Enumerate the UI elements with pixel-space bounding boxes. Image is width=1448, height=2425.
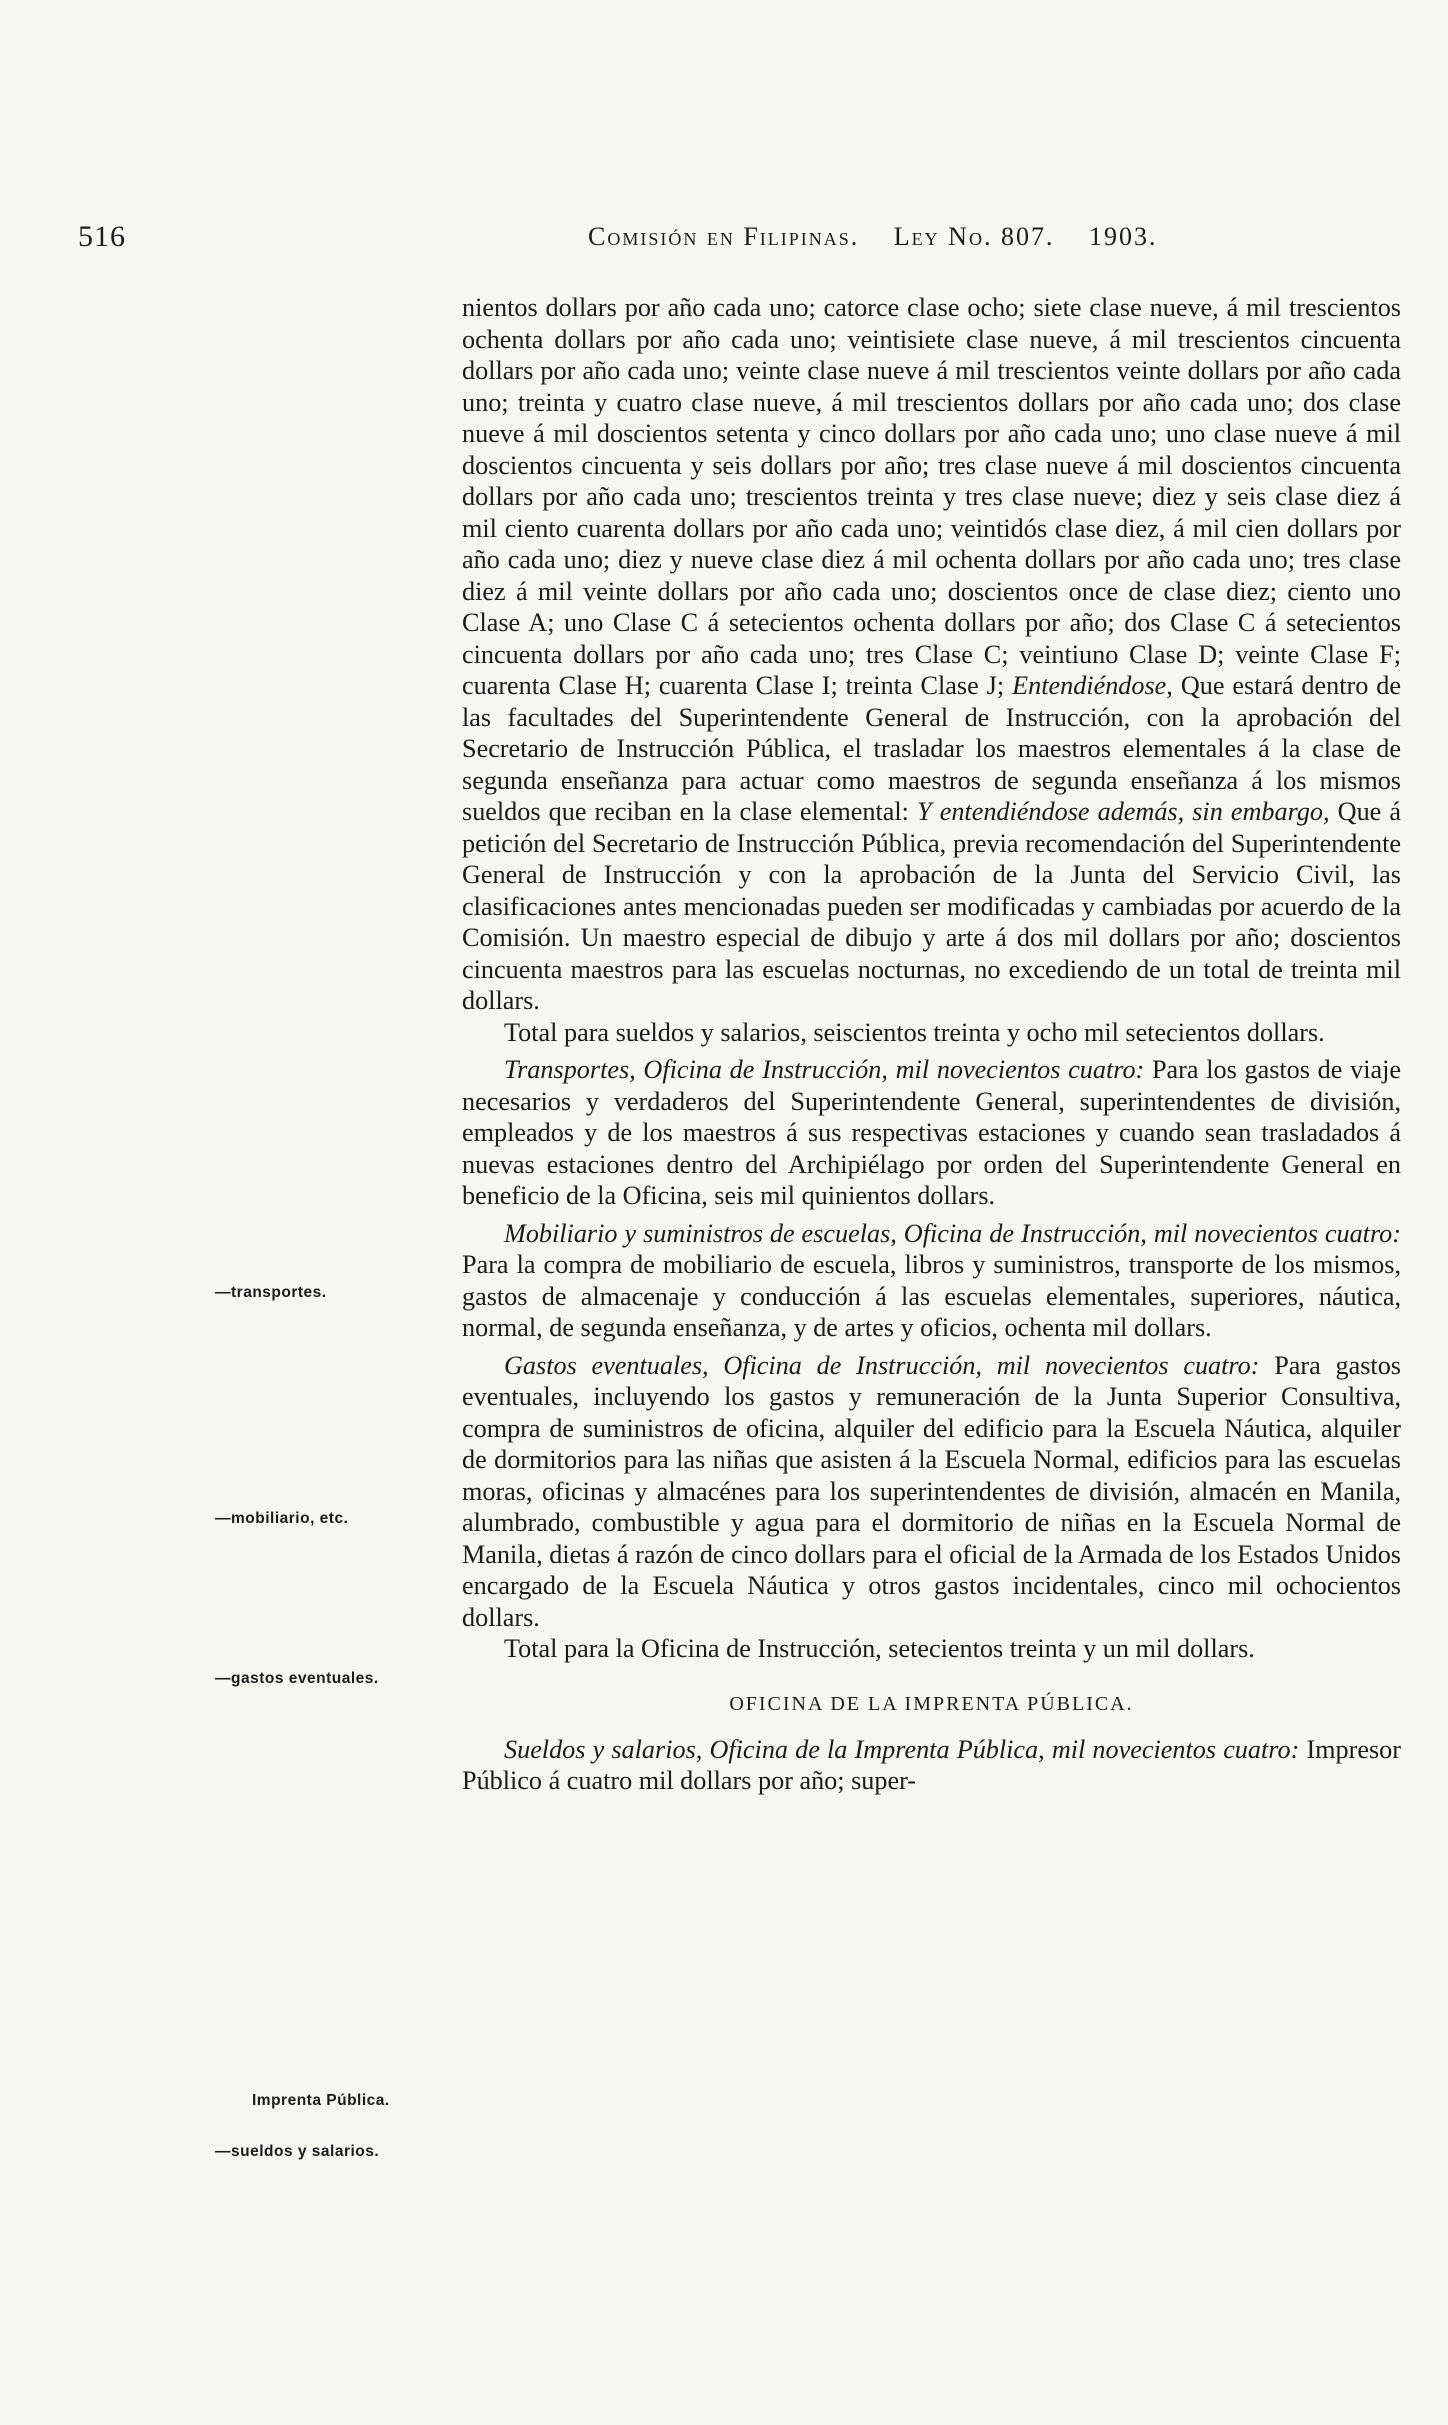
paragraph-mobiliario xyxy=(462,1218,1401,1344)
transportes-text: Para los gastos de viaje necesarios y verdaderos del Superintendente General, superintendentes de división, empleados y de los maestros á sus respectivas estaciones y cuando sean trasladados á nuevas estaciones dentro del Archipiélago por orden del Superintendente General en beneficio de la Oficina, seis mil quinientos dollars. xyxy=(462,1055,1402,1210)
paragraph-salaries-part-c: Que á petición del Secretario de Instrucción Pública, previa recomendación del Superintendente General de Instrucción y con la aprobación de la Junta del Servicio Civil, las clasificaciones antes mencionadas pueden ser modificadas y cambiadas por acuerdo de la Comisión. Un maestro especial de dibujo y arte á dos mil dollars por año; doscientos cincuenta maestros para las escuelas nocturnas, no excediendo de un total de treinta mil dollars. xyxy=(462,797,1401,1015)
mobiliario-heading: Mobiliario y suministros de escuelas, Oficina de Instrucción, mil novecientos cuatro: xyxy=(504,1218,1401,1248)
margin-note-sueldos: —sueldos y salarios. xyxy=(215,2143,380,2160)
paragraph-salaries-part-a: nientos dollars por año cada uno; catorce clase ocho; siete clase nueve, á mil trescientos ochenta dollars por año cada uno; veintisiete clase nueve, á mil trescientos cincuenta dollars por año cada uno; veinte clase nueve á mil trescientos veinte dollars por año cada uno; treinta y cuatro clase nueve, á mil trescientos dollars por año cada uno; dos clase nueve á mil doscientos setenta y cinco dollars por año cada uno; uno clase nueve á mil doscientos cincuenta y seis dollars por año; tres clase nueve á mil doscientos cincuenta dollars por año cada uno; trescientos treinta y tres clase nueve; diez y seis clase diez á mil ciento cuarenta dollars por año cada uno; veintidós clase diez, á mil cien dollars por año cada uno; diez y nueve clase diez á mil ochenta dollars por año cada uno; tres clase diez á mil veinte dollars por año cada uno; doscientos once de clase diez; ciento uno Clase A; uno Clase C á setecientos ochenta dollars por año; dos Clase C á setecientos cincuenta dollars por año cada uno; tres Clase C; veintiuno Clase D; veinte Clase F; cuarenta Clase H; cuarenta Clase I; treinta Clase J; xyxy=(462,293,1401,700)
gastos-text: Para gastos eventuales, incluyendo los gastos y remuneración de la Junta Superior Consultiva, compra de suministros de oficina, alquiler del edificio para la Escuela Náutica, alquiler de dormitorios para las niñas que asisten á la Escuela Normal, edificios para las escuelas moras, oficinas y almacénes para los superintendentes de división, almacén en Manila, alumbrado, combustible y agua para el dormitorio de niñas en la Escuela Normal de Manila, dietas á razón de cinco dollars para el oficial de la Armada de los Estados Unidos encargado de la Escuela Náutica y otros gastos incidentales, cinco mil ochocientos dollars. xyxy=(462,1350,1401,1632)
running-head xyxy=(588,222,1157,252)
paragraph-salaries xyxy=(462,292,1401,1017)
running-head-year: 1903. xyxy=(1088,222,1158,251)
paragraph-salaries-part-b: Que estará dentro de las facultades del Superintendente General de Instrucción, con la aprobación del Secretario de Instrucción Pública, el trasladar los maestros elementales á la clase de segunda enseñanza para actuar como maestros de segunda enseñanza á los mismos sueldos que reciban en la clase elemental: xyxy=(462,671,1402,826)
sueldos-text: Impresor Público á cuatro mil dollars por año; super- xyxy=(462,1734,1401,1795)
margin-note-transportes: —transportes. xyxy=(215,1284,327,1301)
paragraph-transportes xyxy=(462,1054,1401,1212)
proviso-italic-2: Y entendiéndose además, sin embargo, xyxy=(917,797,1330,826)
transportes-heading: Transportes, Oficina de Instrucción, mil novecientos cuatro: xyxy=(504,1055,1145,1084)
page-number: 516 xyxy=(78,220,126,253)
margin-note-mobiliario: —mobiliario, etc. xyxy=(215,1510,349,1527)
body-column xyxy=(462,292,1401,1797)
mobiliario-text: Para la compra de mobiliario de escuela, libros y suministros, transporte de los mismos, gastos de almacenaje y conducción á las escuelas elementales, superiores, náutica, normal, de segunda enseñanza, y de artes y oficios, ochenta mil dollars. xyxy=(462,1250,1401,1342)
margin-note-imprenta: Imprenta Pública. xyxy=(252,2092,390,2109)
paragraph-total-salaries: Total para sueldos y salarios, seiscientos treinta y ocho mil setecientos dollars. xyxy=(504,1017,1325,1047)
proviso-italic-1: Entendiéndose, xyxy=(1012,671,1173,700)
paragraph-sueldos-imprenta xyxy=(462,1734,1401,1797)
sueldos-heading: Sueldos y salarios, Oficina de la Imprenta Pública, mil novecientos cuatro: xyxy=(504,1734,1300,1764)
paragraph-gastos xyxy=(462,1350,1401,1634)
running-head-law: Ley No. 807. xyxy=(893,222,1055,251)
margin-note-gastos: —gastos eventuales. xyxy=(215,1670,379,1687)
running-head-title: Comisión en Filipinas. xyxy=(588,222,860,251)
paragraph-total-oficina: Total para la Oficina de Instrucción, setecientos treinta y un mil dollars. xyxy=(504,1634,1255,1663)
section-heading-imprenta: OFICINA DE LA IMPRENTA PÚBLICA. xyxy=(729,1692,1134,1715)
gastos-heading: Gastos eventuales, Oficina de Instrucción, mil novecientos cuatro: xyxy=(504,1350,1260,1380)
